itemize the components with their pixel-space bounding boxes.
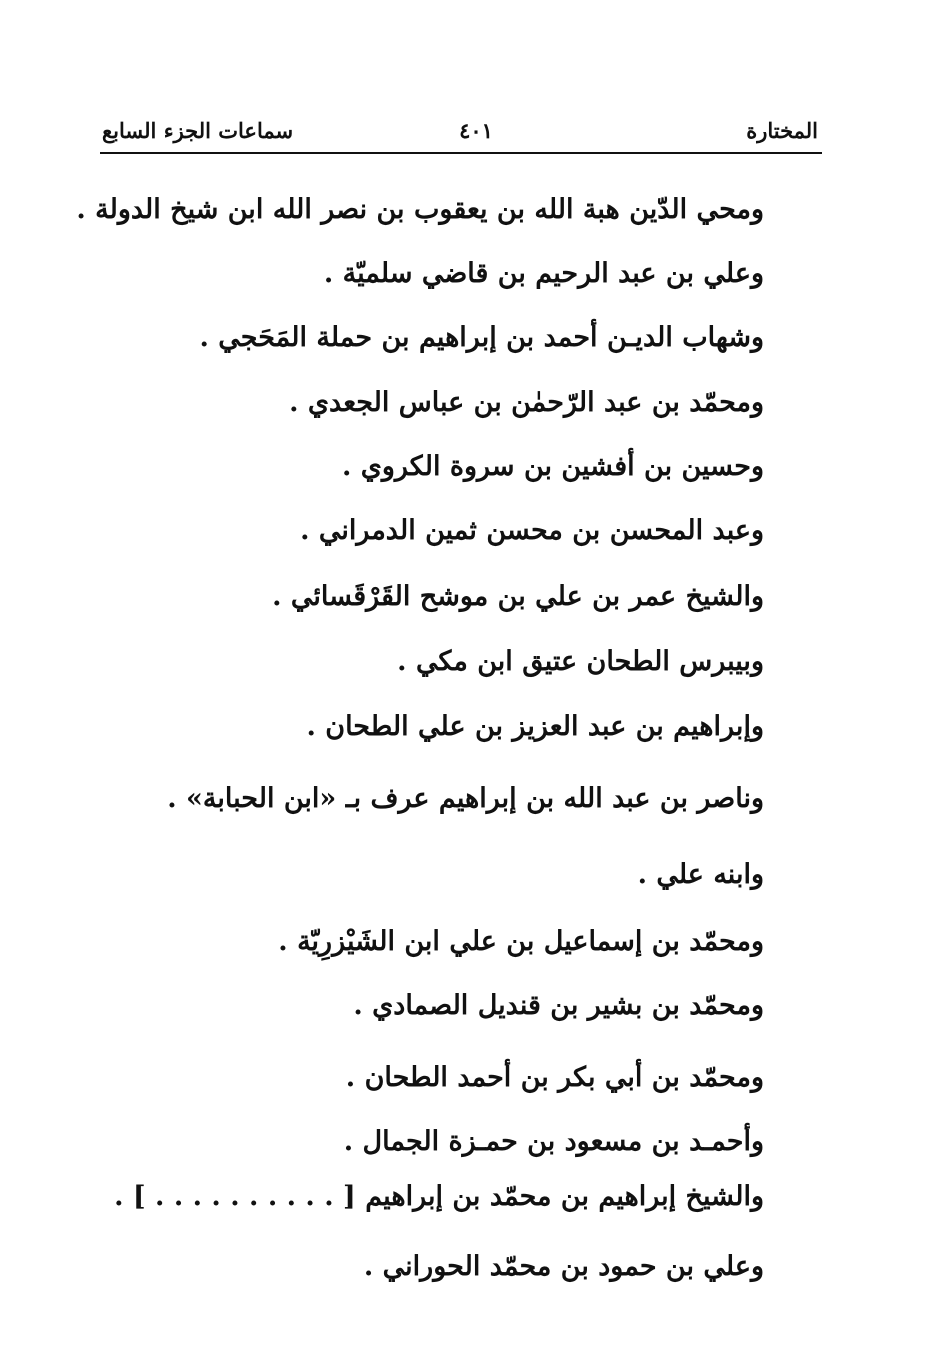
text-line: والشيخ عمر بن علي بن موشح القَرْقَسائي .	[272, 581, 764, 612]
page-number: ٤٠١	[459, 118, 493, 143]
text-line: وحسين بن أفشين بن سروة الكروي .	[341, 451, 764, 482]
text-line: ومحمّد بن أبي بكر بن أحمد الطحان .	[345, 1062, 764, 1093]
text-line: وأحمـد بن مسعود بن حمـزة الجمال .	[343, 1126, 764, 1157]
text-line: وعبد المحسن بن محسن ثمين الدمراني .	[300, 515, 764, 546]
text-line: وشهاب الديـن أحمد بن إبراهيم بن حملة المَحَجي .	[199, 322, 764, 353]
text-line: وابنه علي .	[637, 859, 764, 890]
text-line: ومحي الدّين هبة الله بن يعقوب بن نصر الله ابن شيخ الدولة .	[76, 194, 764, 225]
text-line: وعلي بن حمود بن محمّد الحوراني .	[363, 1251, 764, 1282]
text-line: ومحمّد بن بشير بن قنديل الصمادي .	[353, 990, 764, 1021]
text-line: ومحمّد بن إسماعيل بن علي ابن الشَيْزرِيّة .	[278, 926, 764, 957]
text-line: والشيخ إبراهيم بن محمّد بن إبراهيم [ . . . . . . . . . . ] .	[114, 1181, 764, 1212]
text-line: وعلي بن عبد الرحيم بن قاضي سلميّة .	[323, 258, 764, 289]
text-line: وإبراهيم بن عبد العزيز بن علي الطحان .	[306, 711, 764, 742]
text-line: وناصر بن عبد الله بن إبراهيم عرف بـ «ابن الحبابة» .	[167, 783, 764, 814]
text-line: ومحمّد بن عبد الرّحمٰن بن عباس الجعدي .	[289, 387, 764, 418]
book-title: المختارة	[746, 118, 818, 143]
text-line: وبيبرس الطحان عتيق ابن مكي .	[397, 646, 764, 677]
section-title: سماعات الجزء السابع	[102, 118, 294, 143]
